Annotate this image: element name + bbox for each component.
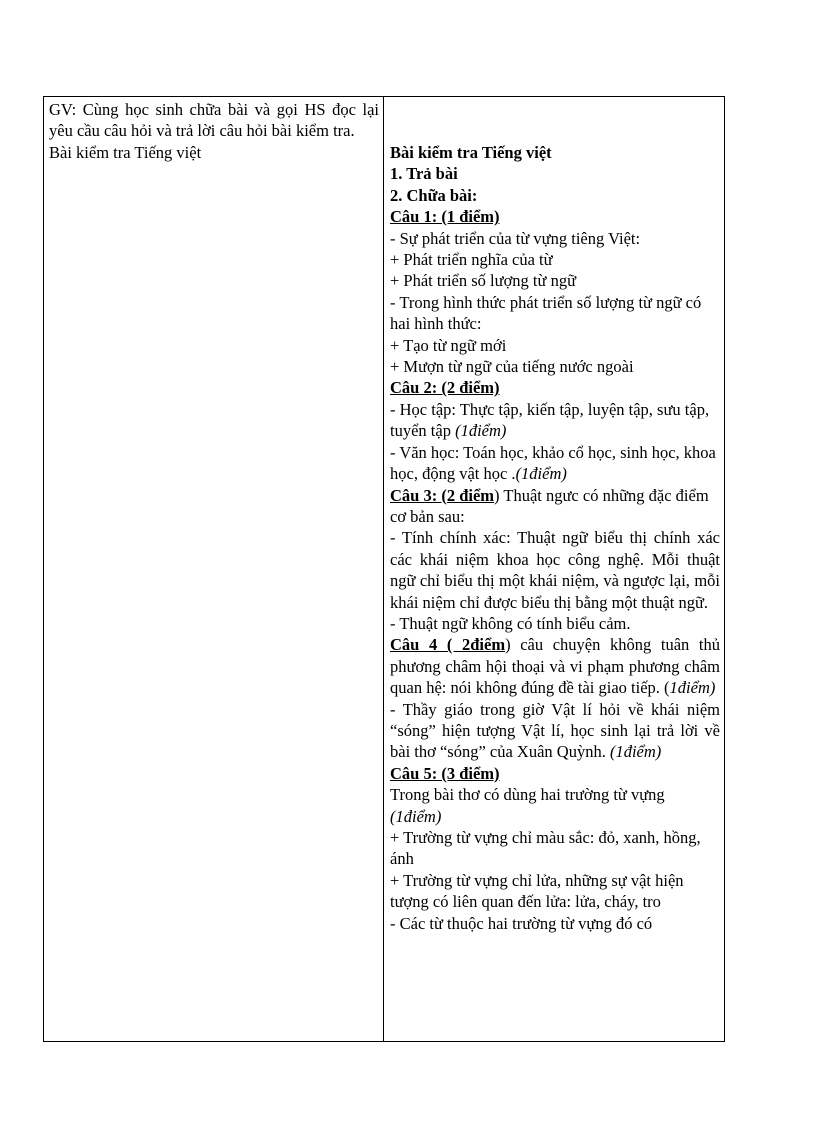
q2-line-1: [390, 399, 720, 442]
q5-line-1: [390, 784, 720, 827]
q1-line-1: - Sự phát triển của từ vựng tiêng Việt:: [390, 228, 641, 248]
q5-line-3: + Trường từ vựng chỉ lửa, những sự vật hiện tượng có liên quan đến lửa: lửa, cháy, tro: [390, 870, 684, 912]
section-tra-bai: 1. Trả bài: [390, 164, 458, 184]
q4-score: 1điểm): [669, 678, 716, 698]
q4-line-1: [390, 699, 720, 763]
q4-heading-tail: ) câu chuyện không tuân thủ phương châm hội thoại và vi phạm phương châm quan hệ: nói không đúng đề tài giao tiếp. (: [390, 635, 720, 698]
q5-line-4: - Các từ thuộc hai trường từ vựng đó có: [390, 913, 653, 933]
q2-line-1-score: (1điểm): [455, 421, 507, 441]
q2-line-2-score: (1điểm): [515, 464, 567, 484]
q2-line-1-text: - Học tập: Thực tập, kiến tập, luyện tập, sưu tập, tuyển tập: [390, 399, 710, 441]
q4-heading-line: [390, 634, 720, 698]
q5-line-2: + Trường từ vựng chỉ màu sắc: đỏ, xanh, hồng, ánh: [390, 828, 701, 869]
q5-line-1-score: (1điểm): [390, 806, 442, 826]
q1-line-3: + Phát triển số lượng từ ngữ: [390, 271, 577, 291]
teacher-instruction: GV: Cùng học sinh chữa bài và gọi HS đọc lại yêu cầu câu hỏi và trả lời câu hỏi bài kiểm tra.: [49, 100, 379, 141]
q3-line-1: - Tính chính xác: Thuật ngữ biểu thị chính xác các khái niệm khoa học công nghệ. Mỗi thuật ngữ chỉ biểu thị một khái niệm, và ngược lại, mỗi khái niệm chỉ được biểu thị bằng một thuật ngữ.: [390, 528, 720, 612]
q4-line-1-text: - Thầy giáo trong giờ Vật lí hỏi về khái niệm “sóng” hiện tượng Vật lí, học sinh lại trả lời về bài thơ “sóng” của Xuân Quỳnh.: [390, 699, 720, 762]
q3-line-2: - Thuật ngữ không có tính biểu cảm.: [390, 613, 631, 633]
document-table: [43, 96, 725, 1042]
section-chua-bai: 2. Chữa bài:: [390, 185, 478, 205]
right-column: [384, 97, 724, 1041]
q2-line-2-text: - Văn học: Toán học, khảo cổ học, sinh học, khoa học, động vật học .: [390, 442, 716, 484]
question-3-heading: Câu 3: (2 điểm: [390, 485, 495, 505]
q5-line-1-text: Trong bài thơ có dùng hai trường từ vựng: [390, 785, 665, 805]
q1-line-6: + Mượn từ ngữ của tiếng nước ngoài: [390, 357, 634, 377]
q3-heading-tail: ) Thuật ngưc có những đặc điểm cơ bản sau:: [390, 485, 709, 526]
left-label: Bài kiểm tra Tiếng việt: [49, 142, 202, 162]
question-1-heading: Câu 1: (1 điểm): [390, 207, 500, 227]
right-title: Bài kiểm tra Tiếng việt: [390, 143, 552, 162]
q1-line-5: + Tạo từ ngữ mới: [390, 335, 507, 355]
question-2-heading: Câu 2: (2 điểm): [390, 378, 500, 398]
left-column: [44, 97, 384, 1041]
q3-heading-line: [390, 485, 720, 528]
question-4-heading: Câu 4 ( 2điểm: [390, 635, 506, 655]
question-5-heading: Câu 5: (3 điểm): [390, 763, 500, 783]
q4-line-1-score: (1điểm): [609, 742, 662, 762]
q1-line-4: - Trong hình thức phát triển số lượng từ ngữ có hai hình thức:: [390, 292, 702, 334]
q2-line-2: [390, 442, 720, 485]
q1-line-2: + Phát triển nghĩa của từ: [390, 250, 553, 270]
